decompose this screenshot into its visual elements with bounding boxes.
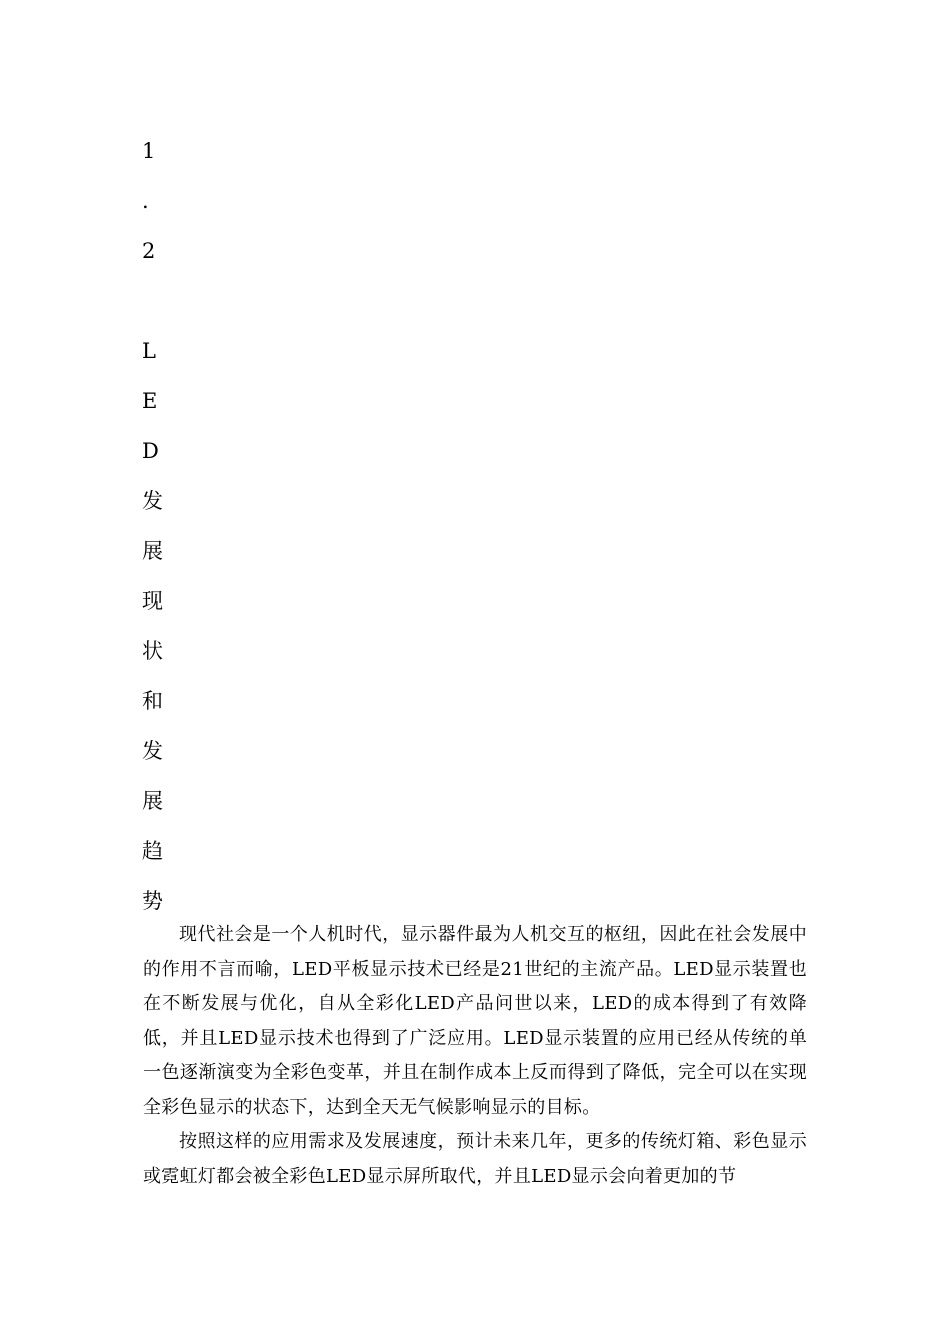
heading-char: 发 [142, 489, 163, 513]
heading-char: D [142, 439, 159, 463]
heading-char: 展 [142, 789, 163, 813]
heading-char: 和 [142, 689, 163, 713]
paragraph: 现代社会是一个人机时代，显示器件最为人机交互的枢纽，因此在社会发展中的作用不言而喻，LED平板显示技术已经是21世纪的主流产品。LED显示装置也在不断发展与优化，自从全彩化LED产品问世以来，LED的成本得到了有效降低，并且LED显示技术也得到了广泛应用。LED显示装置的应用已经从传统的单一色逐渐演变为全彩色变革，并且在制作成本上反而得到了降低，完全可以在实现全彩色显示的状态下，达到全天无气候影响显示的目标。 [143, 924, 807, 1118]
paragraph: 按照这样的应用需求及发展速度，预计未来几年，更多的传统灯箱、彩色显示或霓虹灯都会被全彩色LED显示屏所取代，并且LED显示会向着更加的节 [143, 1131, 807, 1187]
heading-char: . [142, 189, 149, 213]
heading-char: 发 [142, 739, 163, 763]
heading-char: 现 [142, 589, 163, 613]
heading-char: 势 [142, 889, 163, 913]
body-text [143, 918, 807, 1194]
heading-char: 2 [142, 239, 156, 263]
heading-char: 趋 [142, 839, 163, 863]
heading-char [142, 276, 182, 326]
heading-char: 展 [142, 539, 163, 563]
section-heading [142, 126, 182, 926]
heading-char: 1 [142, 139, 156, 163]
heading-char: L [142, 339, 156, 363]
heading-char: 状 [142, 639, 163, 663]
heading-char: E [142, 389, 158, 413]
